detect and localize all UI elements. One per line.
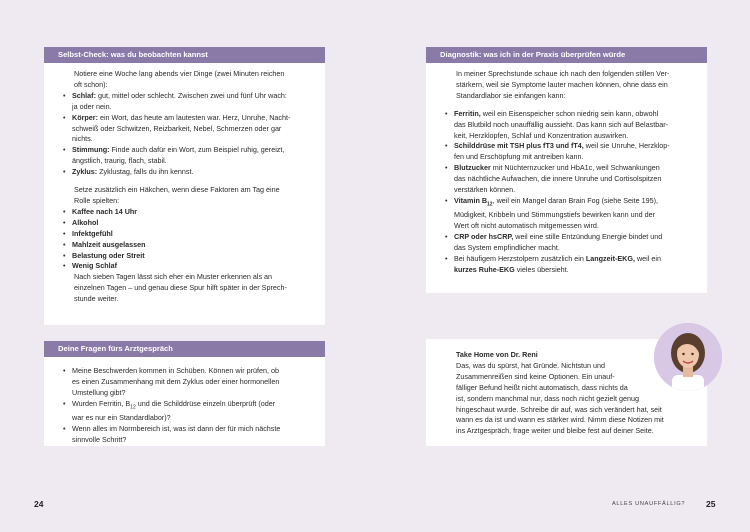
factors-intro: Setze zusätzlich ein Häkchen, wenn diese Faktoren am Tag eine Rolle spielten: [74, 185, 280, 205]
selfcheck-box [44, 47, 325, 325]
page-number-right: 25 [706, 499, 716, 509]
list-item: • Blutzucker mit Nüchternzucker und HbA1c, weil Schwankungen das nächtliche Aufwachen, die innere Unruhe und Cortisolspitzen verstärken können. [444, 163, 695, 196]
questions-list [62, 366, 313, 446]
checkbox-item: • Infektgefühl [62, 229, 313, 240]
list-item: • CRP oder hsCRP, weil eine stille Entzündung Energie bindet und das System empfindlicher macht. [444, 232, 695, 254]
running-head: ALLES UNAUFFÄLLIG? [612, 501, 686, 507]
diagnostics-header: Diagnostik: was ich in der Praxis überprüfen würde [426, 47, 707, 63]
diagnostics-list [444, 109, 695, 276]
list-item: • Bei häufigem Herzstolpern zusätzlich ein Langzeit-EKG, weil ein kurzes Ruhe-EKG vieles übersieht. [444, 254, 695, 276]
takehome-title: Take Home von Dr. Reni [456, 350, 538, 359]
list-item: • Stimmung: Finde auch dafür ein Wort, zum Beispiel ruhig, gereizt, ängstlich, traurig, flach, stabil. [62, 145, 313, 167]
diagnostics-intro: In meiner Sprechstunde schaue ich nach den folgenden stillen Ver- stärkern, weil sie Symptome lauter machen können, ohne dass ein Standardlabor sie einfangen kann: [456, 69, 670, 100]
list-item: • Vitamin $B_{12}$, weil ein Mangel daran Brain Fog (siehe Seite 195), Müdigkeit, Kribbeln und Stimmungstiefs bewirken kann und der Wert oft nicht automatisch mitgemessen wird. [444, 196, 695, 232]
author-portrait [654, 323, 722, 391]
list-item: • Schilddrüse mit TSH plus fT3 und fT4, weil sie Unruhe, Herzklop- fen und Erschöpfung mit antreiben kann. [444, 141, 695, 163]
selfcheck-content [44, 63, 325, 305]
diagnostics-box [426, 47, 707, 293]
list-item: • Zyklus: Zyklustag, falls du ihn kennst. [62, 167, 313, 178]
checkbox-item: • Alkohol [62, 218, 313, 229]
takehome-text: Take Home von Dr. Reni Das, was du spürst, hat Gründe. Nichtstun und Zusammenreißen sind keine Optionen. Ein unauf- fälliger Befund heißt nicht automatisch, dass nichts da ist, sondern manchmal nur, dass noch nicht gezielt genug hingeschaut wurde. Schreibe dir auf, was sich verändert hat, seit wann es da ist und wann es stärker wird. Nimm diese Notizen mit ins Arztgespräch, frage weiter und bleibe fest auf deiner Seite. [444, 350, 695, 437]
selfcheck-outro: Nach sieben Tagen lässt sich eher ein Muster erkennen als an einzelnen Tagen – und genau diese Spur hilft später in der Sprech- stunde weiter. [74, 272, 287, 304]
list-item: • Wurden Ferritin, $B_{12}$ und die Schilddrüse einzeln überprüft (oder war es nur ein Standardlabor)? [62, 399, 313, 424]
questions-content [44, 357, 325, 446]
checkbox-item: • Belastung oder Streit [62, 251, 313, 262]
factors-list [62, 207, 313, 272]
diagnostics-content [426, 63, 707, 276]
checkbox-item: • Wenig Schlaf [62, 261, 313, 272]
selfcheck-intro: Notiere eine Woche lang abends vier Dinge (zwei Minuten reichen oft schon): [74, 69, 285, 89]
questions-box [44, 341, 325, 446]
questions-header: Deine Fragen fürs Arztgespräch [44, 341, 325, 357]
list-item: • Körper: ein Wort, das heute am lautesten war. Herz, Unruhe, Nacht- schweiß oder Schwitzen, Reizbarkeit, Nebel, Schmerzen oder gar nichts. [62, 113, 313, 146]
checkbox-item: • Kaffee nach 14 Uhr [62, 207, 313, 218]
list-item: • Meine Beschwerden kommen in Schüben. Können wir prüfen, ob es einen Zusammenhang mit dem Zyklus oder einer hormonellen Umstellung gibt? [62, 366, 313, 399]
list-item: • Schlaf: gut, mittel oder schlecht. Zwischen zwei und fünf Uhr wach: ja oder nein. [62, 91, 313, 113]
selfcheck-list [62, 91, 313, 178]
checkbox-item: • Mahlzeit ausgelassen [62, 240, 313, 251]
list-item: • Wenn alles im Normbereich ist, was ist dann der für mich nächste sinnvolle Schritt? [62, 424, 313, 446]
list-item: • Ferritin, weil ein Eisenspeicher schon niedrig sein kann, obwohl das Blutbild noch unauffällig aussieht. Das kann sich auf Belastbar- keit, Herzklopfen, Schlaf und Konzentration auswirken. [444, 109, 695, 142]
page-number-left: 24 [34, 499, 44, 509]
selfcheck-header: Selbst-Check: was du beobachten kannst [44, 47, 325, 63]
portrait-icon [654, 323, 722, 391]
